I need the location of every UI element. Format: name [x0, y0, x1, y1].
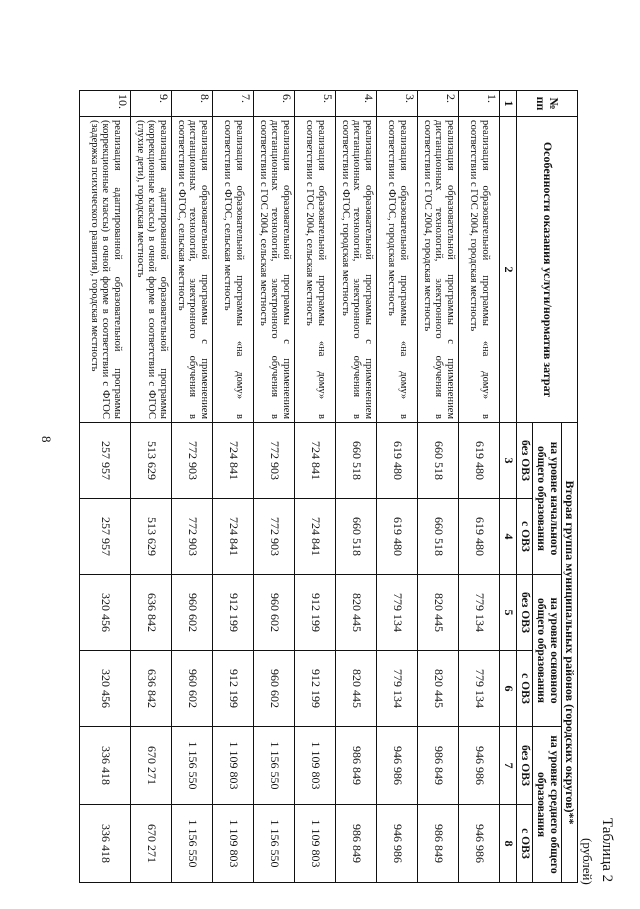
cost-value: 660 518	[336, 499, 377, 575]
col-number: 6	[500, 651, 516, 727]
table-row	[254, 91, 295, 883]
cost-value: 513 629	[131, 499, 172, 575]
cost-value: 636 842	[131, 575, 172, 651]
cost-value: 912 199	[295, 575, 336, 651]
cost-value: 772 903	[172, 499, 213, 575]
header-without-ovz: без ОВЗ	[516, 423, 532, 499]
col-number: 2	[500, 117, 516, 423]
cost-value: 779 134	[459, 651, 500, 727]
cost-value: 1 156 550	[254, 727, 295, 805]
row-number: 3.	[377, 91, 418, 117]
table-row	[418, 91, 459, 883]
cost-value: 619 480	[377, 499, 418, 575]
page-number: 8	[39, 436, 54, 443]
row-description: реализация образовательной программы с применением дистанционных технологий, электронного обучения в соответствии с ГОС 2004, сельская местность	[254, 117, 295, 423]
cost-value: 1 156 550	[254, 805, 295, 883]
cost-value: 772 903	[254, 499, 295, 575]
cost-value: 820 445	[336, 651, 377, 727]
col-number: 4	[500, 499, 516, 575]
cost-value: 772 903	[254, 423, 295, 499]
cost-value: 1 109 803	[295, 727, 336, 805]
cost-value: 724 841	[213, 499, 254, 575]
row-description: реализация адаптированной образовательной программы (коррекционные классы) в очной форме в соответствии с ФГОС (глухие дети), городская местность	[131, 117, 172, 423]
header-without-ovz: без ОВЗ	[516, 727, 532, 805]
cost-value: 960 602	[254, 575, 295, 651]
row-description: реализация образовательной программы с применением дистанционных технологий, электронного обучения в соответствии с ФГОС, городская местность	[336, 117, 377, 423]
table-row	[336, 91, 377, 883]
cost-table	[80, 90, 579, 883]
row-description: реализация адаптированной образовательной программы (коррекционные классы) в очной форме в соответствии с ФГОС (задержка психического развития), городская местность	[80, 117, 131, 423]
row-description: реализация образовательной программы с применением дистанционных технологий, электронного обучения в соответствии с ФГОС, сельская местность	[172, 117, 213, 423]
row-number: 9.	[131, 91, 172, 117]
cost-value: 912 199	[213, 651, 254, 727]
table-unit: (рублей)	[580, 838, 595, 885]
cost-value: 1 109 803	[213, 727, 254, 805]
table-row	[172, 91, 213, 883]
header-feature: Особенности оказания услуги/норматив затрат	[516, 117, 577, 423]
cost-value: 724 841	[295, 499, 336, 575]
col-number: 7	[500, 727, 516, 805]
row-description: реализация образовательной программы с применением дистанционных технологий, электронного обучения в соответствии с ГОС 2004, городская местность	[418, 117, 459, 423]
cost-value: 986 849	[336, 727, 377, 805]
cost-value: 619 480	[459, 499, 500, 575]
row-description: реализация образовательной программы «на дому» в соответствии с ФГОС, сельская местность	[213, 117, 254, 423]
col-number: 5	[500, 575, 516, 651]
cost-value: 257 957	[80, 423, 131, 499]
cost-value: 779 134	[377, 651, 418, 727]
table-title: Таблица 2	[599, 818, 615, 883]
cost-value: 619 480	[459, 423, 500, 499]
row-description: реализация образовательной программы «на дому» в соответствии с ГОС 2004, сельская местность	[295, 117, 336, 423]
cost-value: 1 156 550	[172, 727, 213, 805]
row-number: 6.	[254, 91, 295, 117]
header-with-ovz: с ОВЗ	[516, 805, 532, 883]
table-row	[295, 91, 336, 883]
cost-value: 1 109 803	[295, 805, 336, 883]
cost-value: 946 986	[377, 805, 418, 883]
cost-value: 986 849	[418, 727, 459, 805]
cost-value: 820 445	[336, 575, 377, 651]
table-row	[131, 91, 172, 883]
row-number: 4.	[336, 91, 377, 117]
row-number: 8.	[172, 91, 213, 117]
cost-value: 724 841	[213, 423, 254, 499]
cost-value: 660 518	[336, 423, 377, 499]
cost-value: 670 271	[131, 805, 172, 883]
cost-value: 513 629	[131, 423, 172, 499]
table-row	[80, 91, 131, 883]
header-num: № пп	[516, 91, 577, 117]
header-level-basic: на уровне основного общего образования	[532, 575, 561, 727]
header-with-ovz: с ОВЗ	[516, 651, 532, 727]
cost-value: 960 602	[172, 575, 213, 651]
cost-value: 320 456	[80, 651, 131, 727]
row-number: 2.	[418, 91, 459, 117]
row-number: 7.	[213, 91, 254, 117]
col-number: 3	[500, 423, 516, 499]
cost-value: 946 986	[377, 727, 418, 805]
cost-value: 619 480	[377, 423, 418, 499]
cost-value: 946 986	[459, 727, 500, 805]
col-number: 8	[500, 805, 516, 883]
row-number: 5.	[295, 91, 336, 117]
row-number: 1.	[459, 91, 500, 117]
cost-value: 912 199	[295, 651, 336, 727]
cost-value: 946 986	[459, 805, 500, 883]
cost-value: 772 903	[172, 423, 213, 499]
row-description: реализация образовательной программы «на дому» в соответствии с ФГОС, городская местность	[377, 117, 418, 423]
table-row	[213, 91, 254, 883]
header-level-secondary: на уровне среднего общего образования	[532, 727, 561, 883]
cost-value: 960 602	[172, 651, 213, 727]
header-without-ovz: без ОВЗ	[516, 575, 532, 651]
cost-value: 336 418	[80, 727, 131, 805]
cost-value: 960 602	[254, 651, 295, 727]
col-number: 1	[500, 91, 516, 117]
cost-value: 986 849	[336, 805, 377, 883]
cost-value: 779 134	[459, 575, 500, 651]
cost-value: 320 456	[80, 575, 131, 651]
header-level-primary: на уровне начального общего образования	[532, 423, 561, 575]
header-with-ovz: с ОВЗ	[516, 499, 532, 575]
table-body	[80, 91, 500, 883]
cost-value: 636 842	[131, 651, 172, 727]
cost-value: 986 849	[418, 805, 459, 883]
cost-value: 660 518	[418, 423, 459, 499]
cost-value: 257 957	[80, 499, 131, 575]
cost-value: 670 271	[131, 727, 172, 805]
row-number: 10.	[80, 91, 131, 117]
cost-value: 660 518	[418, 499, 459, 575]
cost-value: 779 134	[377, 575, 418, 651]
cost-value: 820 445	[418, 575, 459, 651]
row-description: реализация образовательной программы «на дому» в соответствии с ГОС 2004, городская местность	[459, 117, 500, 423]
cost-value: 1 109 803	[213, 805, 254, 883]
cost-value: 336 418	[80, 805, 131, 883]
header-group: Вторая группа муниципальных районов (городских округов)**	[561, 423, 577, 883]
cost-value: 724 841	[295, 423, 336, 499]
cost-value: 912 199	[213, 575, 254, 651]
cost-value: 1 156 550	[172, 805, 213, 883]
cost-value: 820 445	[418, 651, 459, 727]
table-row	[459, 91, 500, 883]
table-row	[377, 91, 418, 883]
